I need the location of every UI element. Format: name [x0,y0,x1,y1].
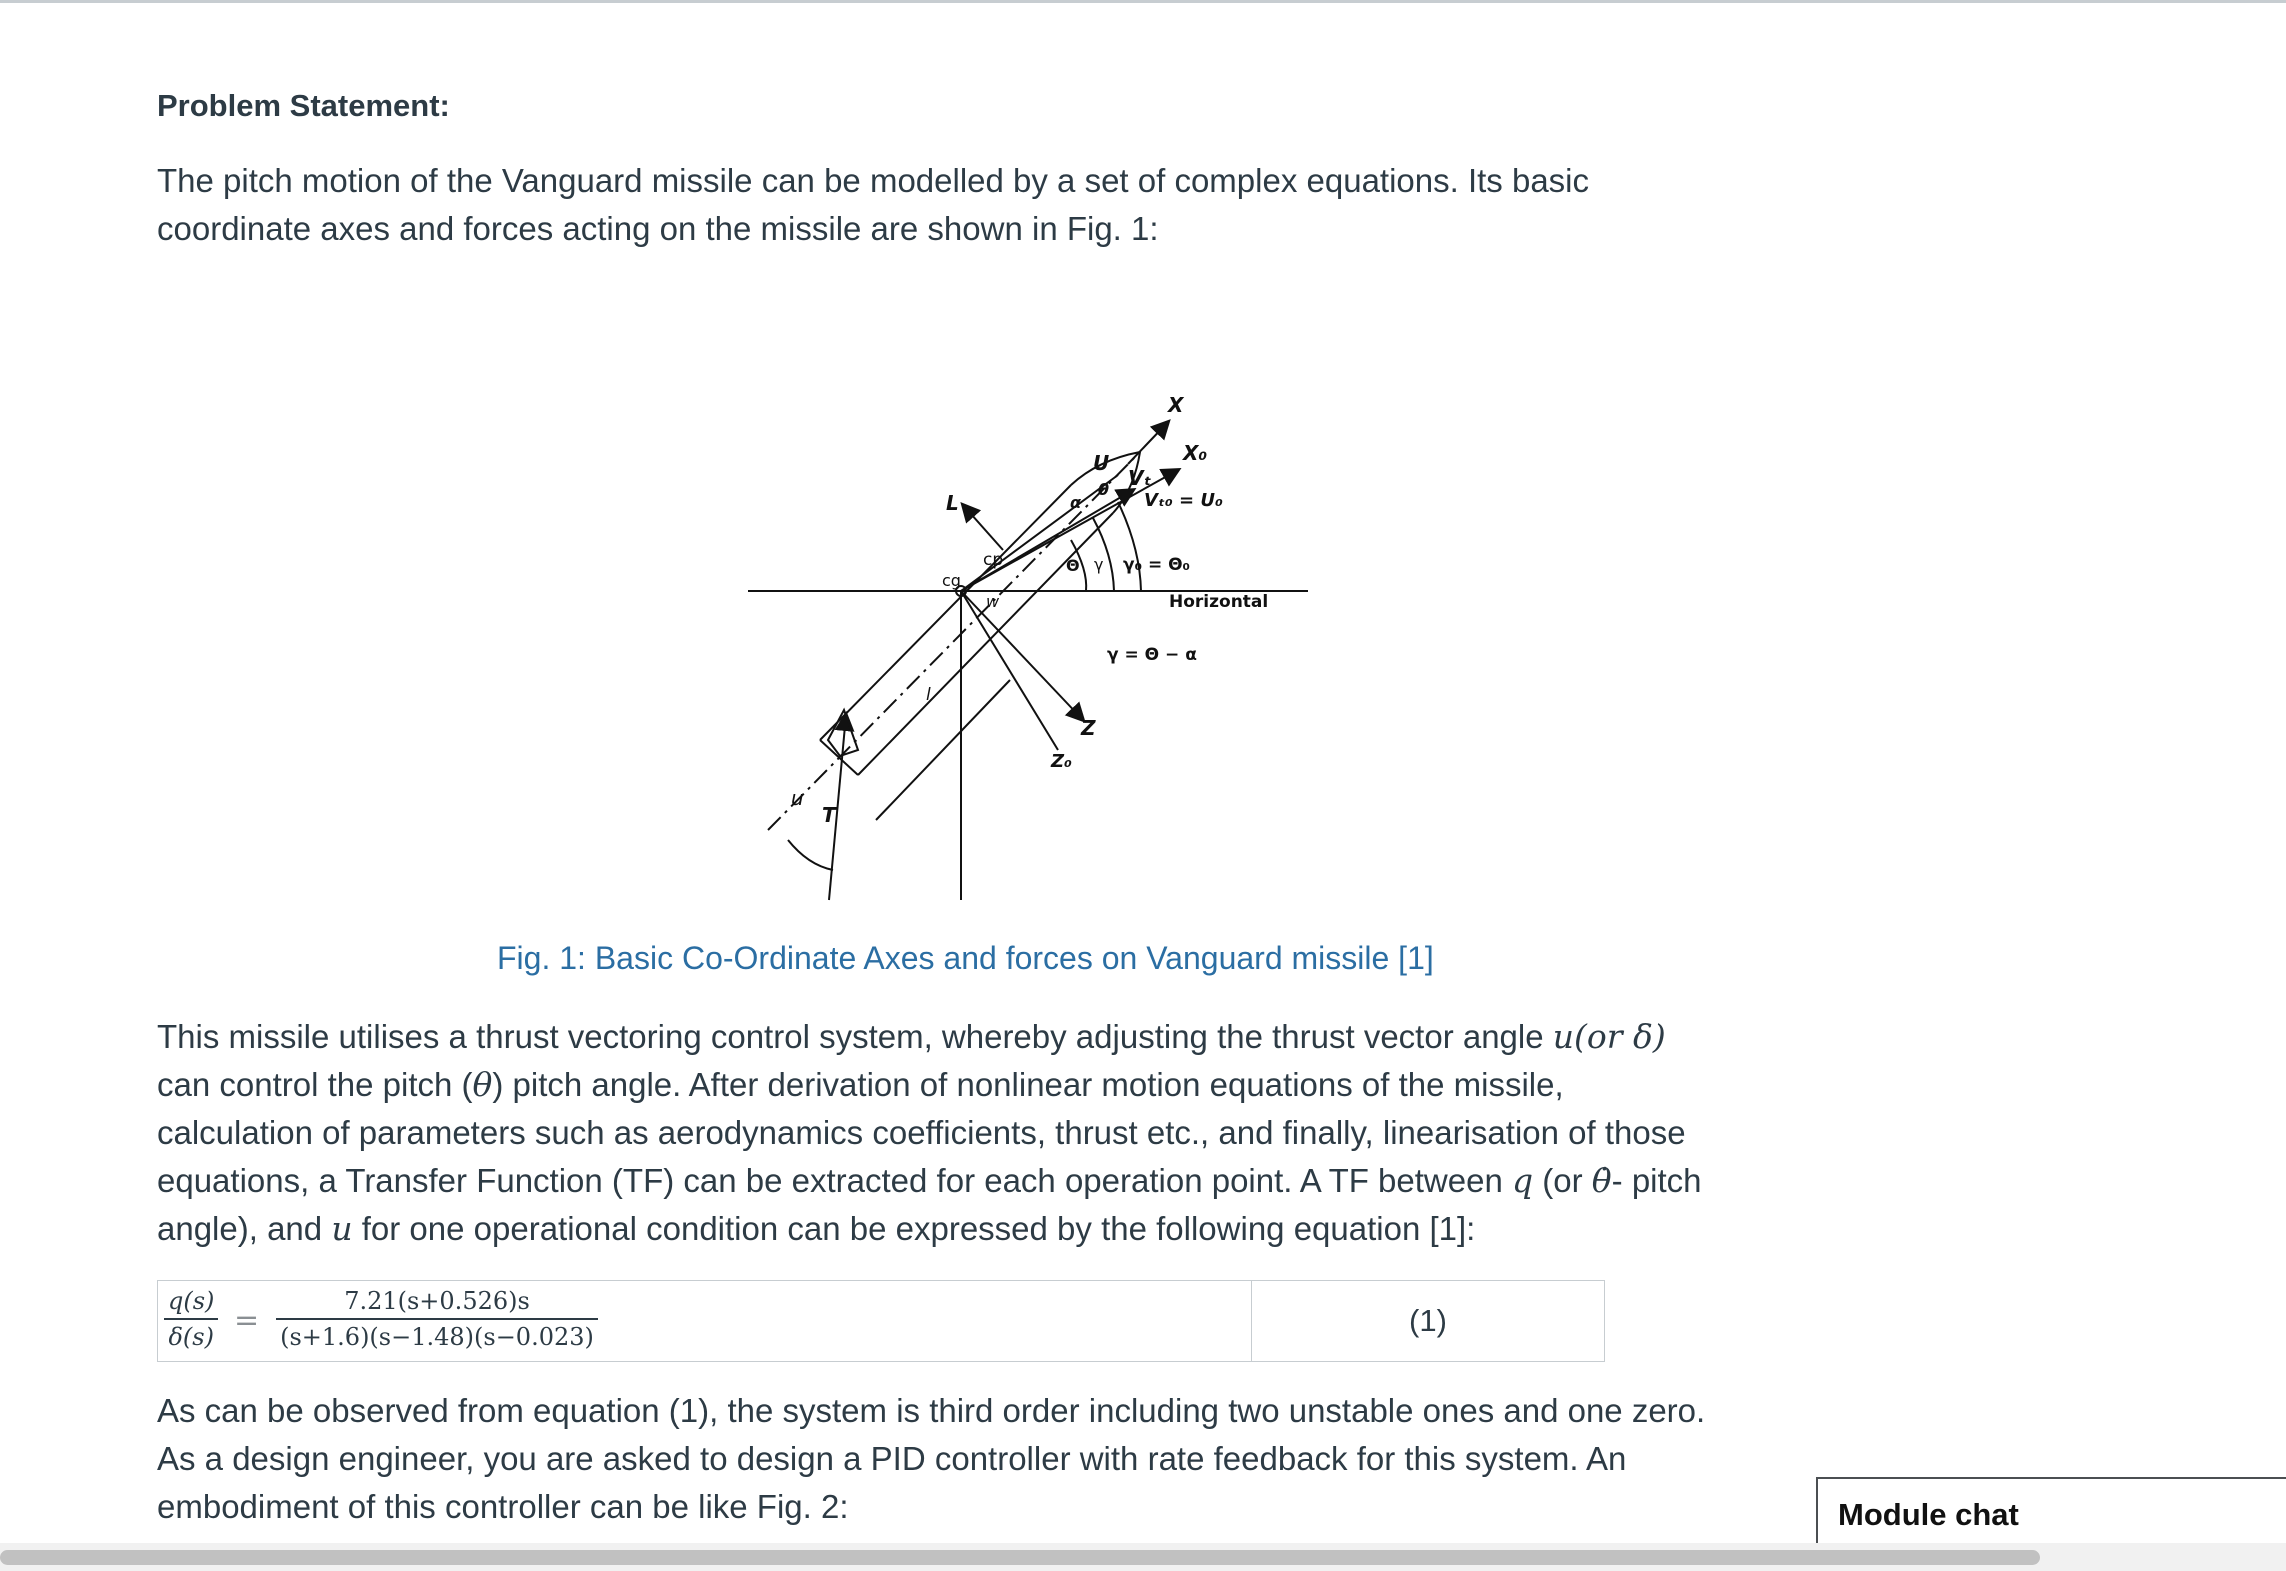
figure-caption: Fig. 1: Basic Co-Ordinate Axes and forces on Vanguard missile [1] [497,940,1434,976]
equation-number: (1) [1409,1303,1447,1338]
label-theta: θ [1098,480,1109,499]
rhs-fraction-bar [276,1318,598,1320]
equals-sign: = [234,1303,260,1338]
rhs-fraction [276,1287,598,1351]
lhs-fraction-bar [164,1318,218,1320]
label-vt0: Vₜ₀ = U₀ [1144,490,1223,511]
p2-math-q: q [1511,1161,1534,1200]
p2-math-theta: θ [472,1065,493,1104]
p2-math-u: u [331,1209,353,1248]
label-u-cap: U [1093,451,1110,475]
horizontal-scrollbar-thumb[interactable] [0,1550,2040,1565]
thrust-vector-paragraph [157,1013,1727,1253]
u-arc [788,840,833,870]
label-horizontal: Horizontal [1169,592,1269,612]
missile-body-upper [820,485,1071,740]
z0-line [961,591,1058,750]
missile-diagram-svg [748,280,1448,910]
pid-paragraph: As can be observed from equation (1), the system is third order including two unstable ones and one zero. As a design engineer, you are asked to design a PID controller with rate feedback for this system. An embodiment of this controller can be like Fig. 2: [157,1392,1706,1525]
label-alpha: α [1070,493,1081,512]
p2-math-theta-dot: θ̇ [1591,1161,1612,1200]
rhs-numerator: 7.21(s+0.526)s [344,1287,530,1315]
lift-arrow [963,505,1003,550]
label-w: w [986,592,1000,611]
problem-statement-heading: Problem Statement: [157,88,450,123]
equation-cell [158,1281,1252,1361]
p2-math-u-delta: u(or δ) [1552,1017,1666,1056]
p2-text-2: can control the pitch ( [157,1066,473,1103]
label-x0: X₀ [1183,441,1208,465]
label-x: X [1168,393,1184,417]
label-gamma0: γ₀ = Θ₀ [1123,555,1191,575]
z-arrow [961,591,1083,720]
label-gamma: γ [1094,555,1104,574]
p2-text-1: This missile utilises a thrust vectoring control system, whereby adjusting the thrust vector angle [157,1018,1553,1055]
label-l-force: L [946,491,959,515]
top-border [0,0,2286,3]
lhs-denominator: δ(s) [168,1323,214,1351]
label-t: T [822,803,836,827]
label-z: Z [1081,716,1096,740]
label-cg: cg [942,571,961,590]
rhs-denominator: (s+1.6)(s−1.48)(s−0.023) [280,1323,594,1351]
vt-arrow [961,490,1133,591]
p2-text-5: - pitch angle), and [157,1162,1702,1247]
label-z0: Z₀ [1051,751,1072,772]
p2-text-4: (or [1533,1162,1592,1199]
module-chat-button[interactable]: Module chat [1816,1477,2286,1543]
label-vt: Vₜ [1128,466,1152,490]
x-axis-arrow [1128,422,1168,464]
label-big-theta: Θ [1066,556,1080,575]
equation-table [157,1280,1605,1362]
lhs-fraction [164,1287,218,1351]
p2-text-3: ) pitch angle. After derivation of nonlinear motion equations of the missile, calculation of parameters such as aerodynamics coefficients, thrust etc., and finally, linearisation of those equations, a Transfer Function (TF) can be extracted for each operation point. A TF between [157,1066,1686,1199]
label-u: u [791,786,804,810]
p2-text-6: for one operational condition can be expressed by the following equation [1]: [352,1210,1476,1247]
lhs-numerator: q(s) [168,1287,215,1315]
missile-diagram [748,280,1448,910]
intro-paragraph: The pitch motion of the Vanguard missile can be modelled by a set of complex equations. Its basic coordinate axes and forces acting on the missile are shown in Fig. 1: [157,162,1590,247]
label-l-length: l [926,685,931,705]
gamma0-arc [1118,502,1141,591]
label-gamma-eq: γ = Θ − α [1107,645,1197,665]
label-cp: cp [983,550,1004,570]
